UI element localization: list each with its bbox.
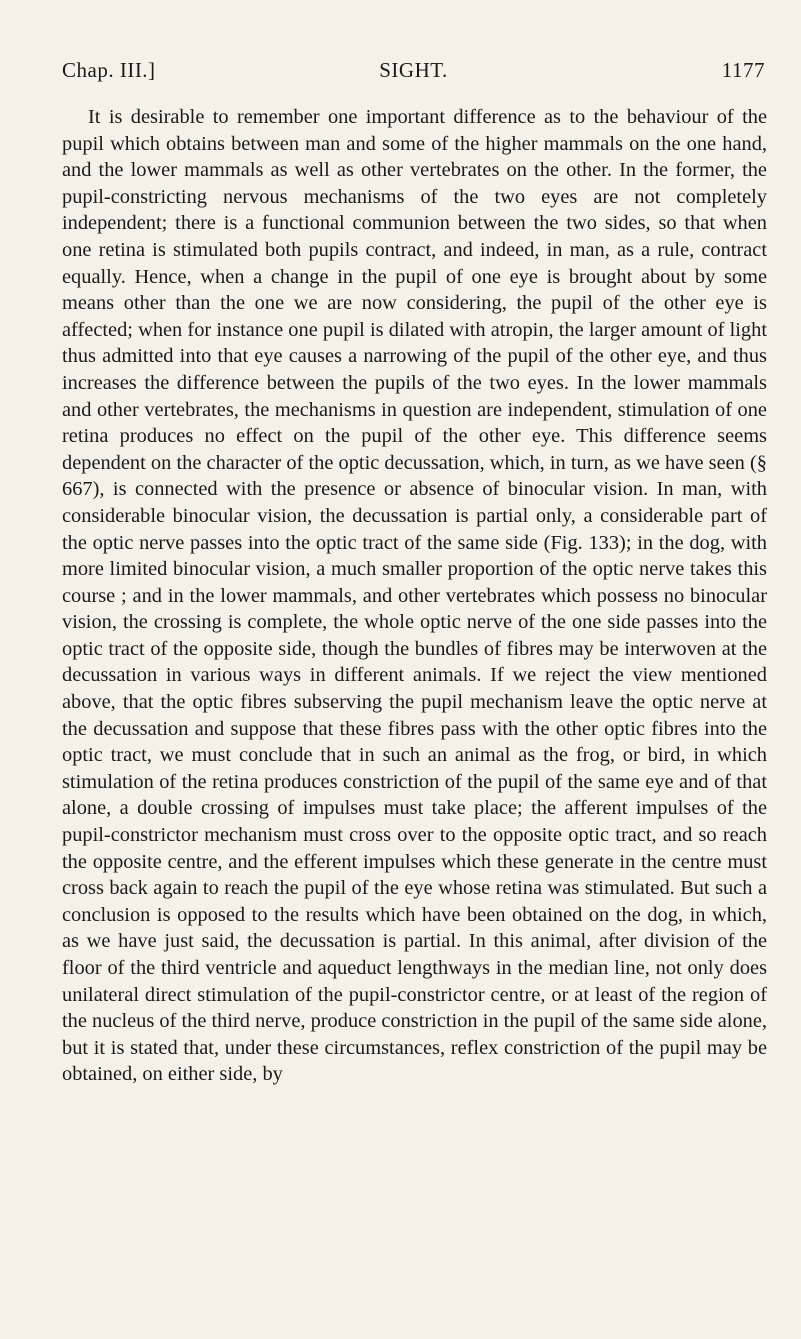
page-number: 1177 xyxy=(721,58,765,82)
chapter-label: Chap. III.] xyxy=(62,58,156,82)
section-title: SIGHT. xyxy=(379,58,448,82)
body-paragraph: It is desirable to remember one important difference as to the behaviour of the pupil which obtains between man and some of the higher mammals on the one hand, and the lower mammals as well as other vertebrates on the other. In the former, the pupil-constricting nervous mechanisms of the two eyes are not completely independent; there is a functional communion between the two sides, so that when one retina is stimulated both pupils contract, and indeed, in man, as a rule, contract equally. Hence, when a change in the pupil of one eye is brought about by some means other than the one we are now considering, the pupil of the other eye is affected; when for instance one pupil is dilated with atropin, the larger amount of light thus admitted into that eye causes a narrowing of the pupil of the other eye, and thus increases the difference between the pupils of the two eyes. In the lower mammals and other vertebrates, the mechanisms in question are independent, stimulation of one retina produces no effect on the pupil of the other eye. This difference seems dependent on the character of the optic decussation, which, in turn, as we have seen (§ 667), is connected with the presence or absence of binocular vision. In man, with considerable binocular vision, the decussation is partial only, a considerable part of the optic nerve passes into the optic tract of the same side (Fig. 133); in the dog, with more limited binocular vision, a much smaller proportion of the optic nerve takes this course ; and in the lower mammals, and other vertebrates which possess no binocular vision, the crossing is complete, the whole optic nerve of the one side passes into the optic tract of the opposite side, though the bundles of fibres may be interwoven at the decussation in various ways in different animals. If we reject the view mentioned above, that the optic fibres subserving the pupil mechanism leave the optic nerve at the decussation and suppose that these fibres pass with the other optic fibres into the optic tract, we must conclude that in such an animal as the frog, or bird, in which stimulation of the retina produces constriction of the pupil of the same eye and of that alone, a double crossing of impulses must take place; the afferent impulses of the pupil-constrictor mechanism must cross over to the opposite optic tract, and so reach the opposite centre, and the efferent impulses which these generate in the centre must cross back again to reach the pupil of the eye whose retina was stimulated. But such a conclusion is opposed to the results which have been obtained on the dog, in which, as we have just said, the decussation is partial. In this animal, after division of the floor of the third ventricle and aqueduct lengthways in the median line, not only does unilateral direct stimulation of the pupil-constrictor centre, or at least of the region of the nucleus of the third nerve, produce constriction in the pupil of the same side alone, but it is stated that, under these circumstances, reflex constriction of the pupil may be obtained, on either side, by xyxy=(62,106,767,1086)
running-head xyxy=(62,58,765,90)
